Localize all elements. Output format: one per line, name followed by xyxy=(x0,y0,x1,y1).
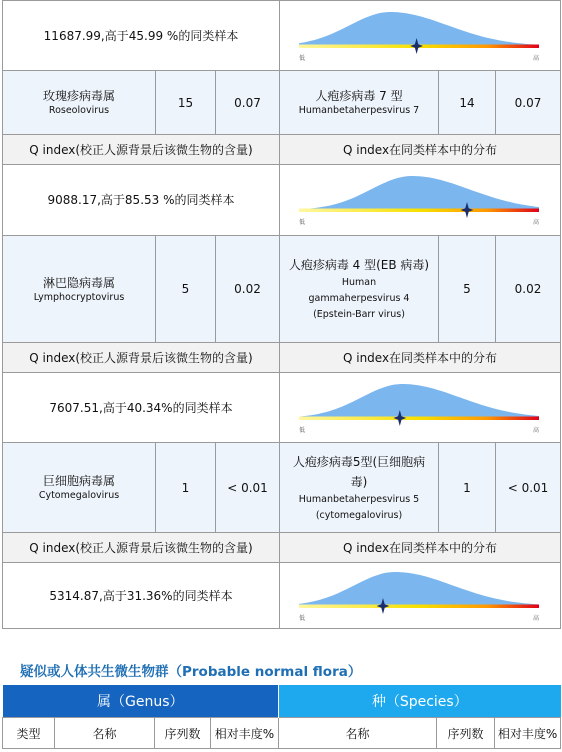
axis-low-label: 低 xyxy=(299,426,306,434)
col-genus-abundance: 相对丰度% xyxy=(211,718,279,749)
genus-name-zh: 巨细胞病毒属 xyxy=(42,474,115,488)
species-read-count: 14 xyxy=(439,71,496,135)
q-distribution-cell xyxy=(280,1,561,71)
q-index-value: 5314.87,高于31.36%的同类样本 xyxy=(3,563,280,629)
genus-abundance: < 0.01 xyxy=(216,443,280,533)
genus-name-cell xyxy=(3,71,156,135)
distribution-bar xyxy=(299,209,539,213)
q-index-header: Q index(校正人源背景后该微生物的含量) xyxy=(3,533,280,563)
distribution-curve xyxy=(299,572,539,606)
species-name-zh: 人疱疹病毒 7 型 xyxy=(315,88,403,103)
q-index-header-row xyxy=(3,135,561,165)
q-distribution-chart xyxy=(295,8,545,64)
axis-high-label: 高 xyxy=(533,614,540,622)
genus-name-cell xyxy=(3,236,156,343)
q-index-row xyxy=(3,165,561,236)
species-name-cell xyxy=(280,236,439,343)
axis-low-label: 低 xyxy=(299,219,306,226)
species-name-latin-1: Humanbetaherpesvirus 5 xyxy=(298,493,420,505)
pathogen-row xyxy=(3,71,561,135)
species-abundance: 0.07 xyxy=(496,71,561,135)
species-name-zh: 人疱疹病毒5型(巨细胞病毒) xyxy=(292,454,426,489)
genus-read-count: 5 xyxy=(156,236,216,343)
col-genus-count: 序列数 xyxy=(155,718,211,749)
distribution-bar xyxy=(299,416,539,420)
q-index-header-row xyxy=(3,533,561,563)
col-genus-name: 名称 xyxy=(55,718,155,749)
species-read-count: 1 xyxy=(439,443,496,533)
species-name-latin-2: (cytomegalovirus) xyxy=(315,509,403,521)
species-name-zh: 人疱疹病毒 4 型(EB 病毒) xyxy=(288,258,430,272)
q-index-header: Q index(校正人源背景后该微生物的含量) xyxy=(3,135,280,165)
q-distribution-cell xyxy=(280,373,561,443)
genus-header: 属（Genus） xyxy=(3,685,279,718)
col-type: 类型 xyxy=(3,718,55,749)
q-distribution-cell xyxy=(280,563,561,629)
q-index-value: 7607.51,高于40.34%的同类样本 xyxy=(3,373,280,443)
genus-abundance: 0.07 xyxy=(216,71,280,135)
species-name-latin-1: Human xyxy=(341,277,377,288)
pathogen-row xyxy=(3,443,561,533)
pathogen-row xyxy=(3,236,561,343)
species-read-count: 5 xyxy=(439,236,496,343)
normal-flora-group-header xyxy=(3,685,561,718)
genus-name-zh: 玫瑰疹病毒属 xyxy=(42,89,115,103)
q-distribution-cell xyxy=(280,165,561,236)
genus-abundance: 0.02 xyxy=(216,236,280,343)
q-index-header: Q index(校正人源背景后该微生物的含量) xyxy=(3,343,280,373)
q-distribution-chart xyxy=(295,568,545,624)
section-title: 疑似或人体共生微生物群（Probable normal flora） xyxy=(20,664,362,680)
species-name-latin: Humanbetaherpesvirus 7 xyxy=(298,104,420,116)
genus-name-latin: Cytomegalovirus xyxy=(38,490,120,501)
distribution-curve xyxy=(299,384,539,418)
genus-name-zh: 淋巴隐病毒属 xyxy=(42,275,115,290)
distribution-curve xyxy=(299,12,539,46)
q-index-header-row xyxy=(3,343,561,373)
distribution-curve xyxy=(299,176,539,210)
genus-read-count: 1 xyxy=(156,443,216,533)
col-species-count: 序列数 xyxy=(437,718,495,749)
q-index-row xyxy=(3,1,561,71)
species-abundance: < 0.01 xyxy=(496,443,561,533)
q-index-value: 11687.99,高于45.99 %的同类样本 xyxy=(3,1,280,71)
species-name-cell xyxy=(280,443,439,533)
species-header: 种（Species） xyxy=(279,685,561,718)
axis-low-label: 低 xyxy=(299,54,306,62)
q-index-row xyxy=(3,563,561,629)
q-distribution-header: Q index在同类样本中的分布 xyxy=(280,533,561,563)
axis-high-label: 高 xyxy=(533,54,540,62)
axis-high-label: 高 xyxy=(533,426,540,434)
q-distribution-chart xyxy=(295,172,545,228)
axis-low-label: 低 xyxy=(299,614,306,622)
q-index-row xyxy=(3,373,561,443)
genus-name-cell xyxy=(3,443,156,533)
pathogen-results-table xyxy=(2,0,561,629)
axis-high-label: 高 xyxy=(533,219,540,226)
genus-name-latin: Roseolovirus xyxy=(48,105,110,116)
species-abundance: 0.02 xyxy=(496,236,561,343)
q-distribution-chart xyxy=(295,380,545,436)
col-species-abundance: 相对丰度% xyxy=(495,718,561,749)
species-name-latin-3: (Epstein-Barr virus) xyxy=(313,309,405,320)
normal-flora-table xyxy=(2,685,561,749)
genus-name-latin: Lymphocryptovirus xyxy=(33,291,125,303)
species-name-latin-2: gammaherpesvirus 4 xyxy=(308,293,410,304)
q-distribution-header: Q index在同类样本中的分布 xyxy=(280,343,561,373)
species-name-cell xyxy=(280,71,439,135)
distribution-bar xyxy=(299,604,539,608)
q-distribution-header: Q index在同类样本中的分布 xyxy=(280,135,561,165)
q-index-value: 9088.17,高于85.53 %的同类样本 xyxy=(3,165,280,236)
col-species-name: 名称 xyxy=(279,718,437,749)
normal-flora-column-header xyxy=(3,718,561,749)
genus-read-count: 15 xyxy=(156,71,216,135)
